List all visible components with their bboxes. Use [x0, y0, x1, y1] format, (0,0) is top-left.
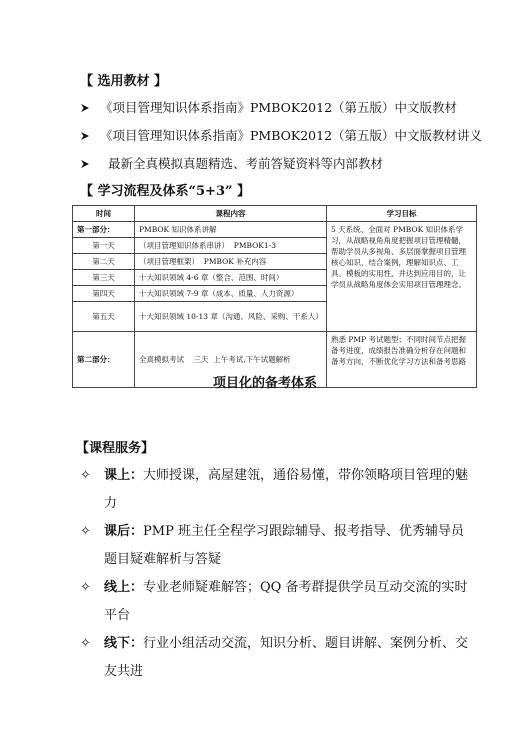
- diamond-star-icon: ✧: [80, 636, 91, 651]
- table-cell-content: （项目管理知识体系串讲） PMBOK1-3: [135, 238, 327, 254]
- table-header-row: [73, 206, 477, 222]
- list-item: 最新全真模拟真题精选、考前答疑资料等内部教材: [80, 154, 383, 172]
- diamond-star-icon: ✧: [80, 580, 91, 595]
- table-cell-time: 第二部分：: [73, 332, 135, 388]
- list-item: 《项目管理知识体系指南》PMBOK2012（第五版）中文版教材讲义: [80, 126, 482, 144]
- section-title-services: 【课程服务】: [76, 441, 155, 456]
- table-header-cell: 学习目标: [327, 206, 477, 222]
- course-table: [72, 205, 477, 388]
- service-item: ✧ 课上：大师授课，高屋建瓴，通俗易懂，带你领略项目管理的魅力: [80, 462, 470, 518]
- table-cell-content: PMBOK 知识体系讲解: [135, 222, 327, 238]
- diamond-star-icon: ✧: [80, 524, 91, 539]
- table-header-cell: 时间: [73, 206, 135, 222]
- service-item: ✧ 线下：行业小组活动交流，知识分析、题目讲解、案例分析、交友共进: [80, 630, 470, 686]
- table-cell-goal: 5 天系统、全面对 PMBOK 知识体系学习，从战略视角角度把握项目管理精髓，帮助学员从多视角、多层面掌握项目管理核心知识，结合案例，理解知识点、工具、模板的实用性，并达到应用目的，让学员从战略角度体会实用项目管理理念。: [327, 222, 477, 332]
- arrow-bullet-icon: [80, 156, 100, 171]
- section-title-materials: 【 选用教材 】: [80, 74, 168, 89]
- table-cell-time: 第一天: [73, 238, 135, 254]
- section-title-process: 【 学习流程及体系“5+3” 】: [80, 184, 250, 199]
- table-cell-content: （项目管理框架） PMBOK 补充内容: [135, 254, 327, 270]
- table-header-cell: 课程内容: [135, 206, 327, 222]
- table-cell-content: 十大知识领域 7-9 章（成本、质量、人力资源）: [135, 286, 327, 302]
- service-item: ✧ 课后：PMP 班主任全程学习跟踪辅导、报考指导、优秀辅导员题目疑难解析与答疑: [80, 518, 470, 574]
- table-cell-time: 第三天: [73, 270, 135, 286]
- table-cell-time: 第一部分：: [73, 222, 135, 238]
- table-cell-content: 十大知识领域 4-6 章（整合、范围、时间）: [135, 270, 327, 286]
- diamond-star-icon: ✧: [80, 468, 91, 483]
- list-item: 《项目管理知识体系指南》PMBOK2012（第五版）中文版教材: [80, 98, 457, 116]
- table-cell-content: 十大知识领域 10-13 章（沟通、风险、采购、干系人）: [135, 302, 327, 332]
- table-cell-goal: 熟悉 PMP 考试题型；不同时间节点把握备考进度，成绩报告准确分析存在问题和备考方向，不断优化学习方法和备考思路: [327, 332, 477, 388]
- table-cell-content: 全真模拟考试 三天 上午考试,下午试题解析: [135, 332, 327, 388]
- arrow-bullet-icon: [80, 100, 100, 115]
- arrow-bullet-icon: [80, 128, 100, 143]
- table-cell-time: 第四天: [73, 286, 135, 302]
- table-row: [73, 222, 477, 238]
- table-cell-time: 第二天: [73, 254, 135, 270]
- table-cell-time: 第五天: [73, 302, 135, 332]
- section-title-system: 项目化的备考体系: [212, 376, 317, 391]
- service-item: ✧ 线上：专业老师疑难解答；QQ 备考群提供学员互动交流的实时平台: [80, 574, 470, 630]
